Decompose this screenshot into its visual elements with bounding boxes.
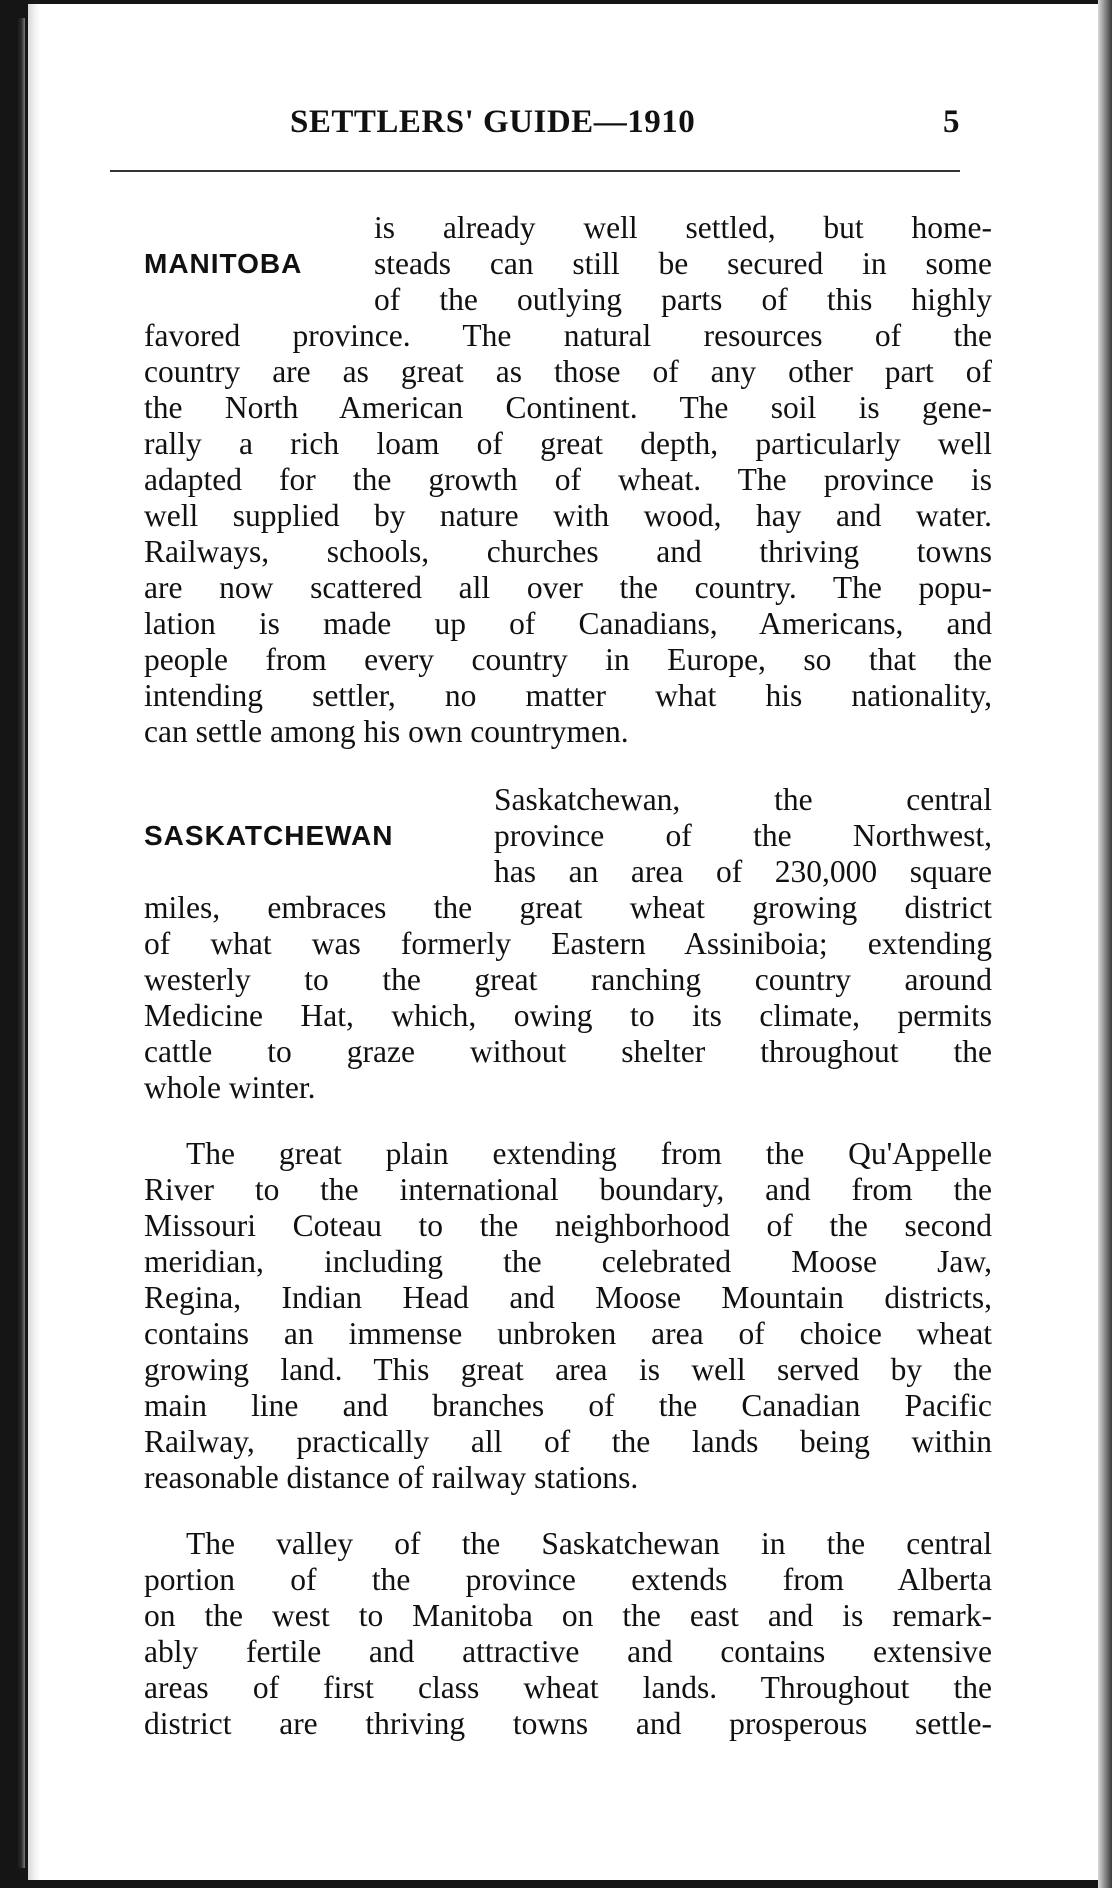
book-page xyxy=(28,4,1098,1880)
body-line: main line and branches of the Canadian Pacific xyxy=(144,1388,992,1423)
page-header xyxy=(28,104,1098,154)
body-line: portion of the province extends from Alberta xyxy=(144,1562,992,1597)
body-line: Saskatchewan, the central xyxy=(494,782,992,817)
body-line: rally a rich loam of great depth, particularly well xyxy=(144,426,992,461)
page-number: 5 xyxy=(943,104,960,140)
body-line: reasonable distance of railway stations. xyxy=(144,1460,639,1495)
body-line: people from every country in Europe, so that the xyxy=(144,642,992,677)
body-line: can settle among his own countrymen. xyxy=(144,714,629,749)
body-line: is already well settled, but home- xyxy=(374,210,992,245)
body-line: Regina, Indian Head and Moose Mountain districts, xyxy=(144,1280,992,1315)
body-line: meridian, including the celebrated Moose Jaw, xyxy=(144,1244,992,1279)
body-line: The great plain extending from the Qu'Appelle xyxy=(186,1136,992,1171)
body-line: areas of first class wheat lands. Throughout the xyxy=(144,1670,992,1705)
header-rule xyxy=(110,170,960,172)
body-line: intending settler, no matter what his nationality, xyxy=(144,678,992,713)
body-line: of what was formerly Eastern Assiniboia; extending xyxy=(144,926,992,961)
body-line: the North American Continent. The soil is gene- xyxy=(144,390,992,425)
running-title: SETTLERS' GUIDE—1910 xyxy=(290,104,696,140)
body-line: country are as great as those of any other part of xyxy=(144,354,992,389)
body-line: whole winter. xyxy=(144,1070,316,1105)
body-line: province of the Northwest, xyxy=(494,818,992,853)
body-line: of the outlying parts of this highly xyxy=(374,282,992,317)
body-line: steads can still be secured in some xyxy=(374,246,992,281)
page-edge-shadow xyxy=(1098,0,1112,1888)
body-line: Railway, practically all of the lands being within xyxy=(144,1424,992,1459)
body-line: favored province. The natural resources of the xyxy=(144,318,992,353)
body-line: Railways, schools, churches and thriving towns xyxy=(144,534,992,569)
body-line: growing land. This great area is well served by the xyxy=(144,1352,992,1387)
body-line: well supplied by nature with wood, hay and water. xyxy=(144,498,992,533)
body-line: contains an immense unbroken area of choice wheat xyxy=(144,1316,992,1351)
body-line: district are thriving towns and prosperous settle- xyxy=(144,1706,992,1741)
section-heading-manitoba: MANITOBA xyxy=(144,248,303,279)
body-line: miles, embraces the great wheat growing district xyxy=(144,890,992,925)
section-heading-saskatchewan: SASKATCHEWAN xyxy=(144,820,394,851)
body-line: are now scattered all over the country. The popu- xyxy=(144,570,992,605)
body-line: cattle to graze without shelter throughout the xyxy=(144,1034,992,1069)
body-line: ably fertile and attractive and contains extensive xyxy=(144,1634,992,1669)
body-line: westerly to the great ranching country around xyxy=(144,962,992,997)
body-line: The valley of the Saskatchewan in the central xyxy=(186,1526,992,1561)
body-line: Missouri Coteau to the neighborhood of the second xyxy=(144,1208,992,1243)
body-line: Medicine Hat, which, owing to its climate, permits xyxy=(144,998,992,1033)
body-line: lation is made up of Canadians, Americans, and xyxy=(144,606,992,641)
body-line: adapted for the growth of wheat. The province is xyxy=(144,462,992,497)
body-line: has an area of 230,000 square xyxy=(494,854,992,889)
body-line: River to the international boundary, and from the xyxy=(144,1172,992,1207)
book-spine-shadow xyxy=(16,18,25,1868)
body-line: on the west to Manitoba on the east and is remark- xyxy=(144,1598,992,1633)
